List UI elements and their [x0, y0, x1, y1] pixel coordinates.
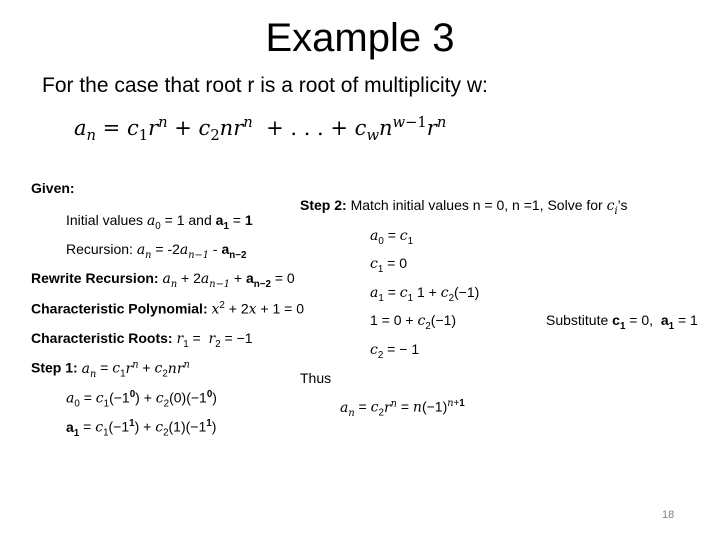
step-2: Step 2: Match initial values n = 0, n =1, Solve for $c_i’s$	[300, 197, 628, 217]
substitute-note: Substitute $c_1 = 0$, $a_1 = 1$	[546, 312, 698, 332]
final-solution: $a_n = c_2r^n = n(-1)^{n+1}$	[340, 398, 465, 419]
eq-a1: $a_1 = c_1$ $1 + c_2(-1)$	[370, 284, 480, 304]
thus-label: Thus	[300, 370, 332, 386]
eq-c1: $c_1 = 0$	[370, 255, 408, 275]
given-label: Given:	[31, 180, 75, 196]
eq-a0: $a_0 = c_1$	[370, 227, 414, 247]
eq-substituted: $1 = 0 + c_2(-1)$	[370, 312, 457, 332]
page-number: 18	[662, 509, 675, 521]
characteristic-roots: Characteristic Roots: $r_1 = r_2 = -1$	[31, 330, 253, 350]
rewrite-recursion: Rewrite Recursion: $a_n + 2a_{n-1} + a_{n-2} = 0$	[31, 270, 295, 290]
recursion: Recursion: $a_n = -2a_{n-1} - a_{n-2}$	[66, 241, 247, 261]
step-1-a0: $a_0 = c_1(-1^0) + c_2(0)(-1^0)$	[66, 389, 217, 410]
eq-c2: $c_2$ = − 1	[370, 341, 420, 361]
intro-text: For the case that root r is a root of multiplicity w:	[42, 74, 488, 97]
characteristic-polynomial: Characteristic Polynomial: $x^2 + 2x + 1 = 0$	[31, 300, 305, 318]
general-solution-formula: $a_n = c_1r^n + c_2nr^n$ + . . . + $c_wn^{w-1}r^n$	[74, 114, 447, 145]
initial-values: Initial values $a_0 = 1$ and $a_1 = 1$	[66, 212, 253, 232]
step-1: Step 1: $a_n = c_1r^n + c_2nr^n$	[31, 359, 190, 380]
slide-title: Example 3	[265, 16, 455, 60]
step-1-a1: $a_1 = c_1(-1^1) + c_2(1)(-1^1)$	[66, 418, 217, 439]
